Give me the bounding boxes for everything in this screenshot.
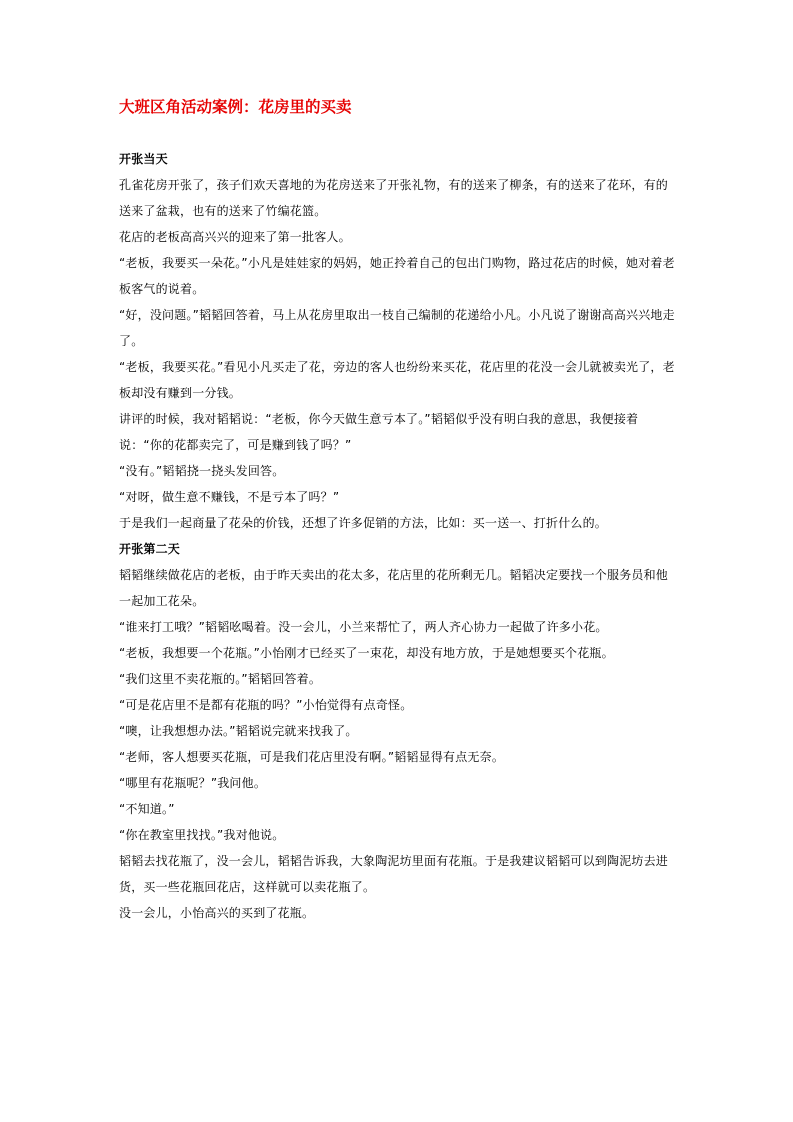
- paragraph: “谁来打工哦？”韬韬吆喝着。没一会儿，小兰来帮忙了，两人齐心协力一起做了许多小花。: [119, 620, 608, 634]
- paragraph: “可是花店里不是都有花瓶的吗？”小怡觉得有点奇怪。: [119, 698, 413, 712]
- paragraph: 讲评的时候，我对韬韬说：“老板，你今天做生意亏本了。”韬韬似乎没有明白我的意思，我便接着说：“你的花都卖完了，可是赚到钱了吗？”: [119, 412, 639, 452]
- paragraph: “噢，让我想想办法。”韬韬说完就来找我了。: [119, 724, 358, 738]
- paragraph: “你在教室里找找。”我对他说。: [119, 828, 285, 842]
- document-body: [119, 146, 679, 926]
- paragraph: “对呀，做生意不赚钱，不是亏本了吗？”: [119, 490, 340, 504]
- document-page: [119, 96, 679, 926]
- paragraph: 孔雀花房开张了，孩子们欢天喜地的为花房送来了开张礼物，有的送来了柳条，有的送来了花环，有的送来了盆栽，也有的送来了竹编花篮。: [119, 178, 669, 218]
- paragraph: 于是我们一起商量了花朵的价钱，还想了许多促销的方法，比如：买一送一、打折什么的。: [119, 516, 608, 530]
- paragraph: “老师，客人想要买花瓶，可是我们花店里没有啊。”韬韬显得有点无奈。: [119, 750, 505, 764]
- document-title: 大班区角活动案例：花房里的买卖: [119, 97, 352, 116]
- paragraph: 韬韬继续做花店的老板，由于昨天卖出的花太多，花店里的花所剩无几。韬韬决定要找一个服务员和他一起加工花朵。: [119, 568, 669, 608]
- paragraph: 花店的老板高高兴兴的迎来了第一批客人。: [119, 230, 351, 244]
- paragraph: 没一会儿，小怡高兴的买到了花瓶。: [119, 906, 315, 920]
- paragraph: 韬韬去找花瓶了，没一会儿，韬韬告诉我，大象陶泥坊里面有花瓶。于是我建议韬韬可以到陶泥坊去进货，买一些花瓶回花店，这样就可以卖花瓶了。: [119, 854, 669, 894]
- paragraph: “老板，我要买一朵花。”小凡是娃娃家的妈妈，她正拎着自己的包出门购物，路过花店的时候，她对着老板客气的说着。: [119, 256, 675, 296]
- paragraph: “不知道。”: [119, 802, 175, 816]
- paragraph: “我们这里不卖花瓶的。”韬韬回答着。: [119, 672, 322, 686]
- paragraph: “老板，我要买花。”看见小凡买走了花，旁边的客人也纷纷来买花，花店里的花没一会儿就被卖光了，老板却没有赚到一分钱。: [119, 360, 675, 400]
- paragraph: “没有。”韬韬挠一挠头发回答。: [119, 464, 285, 478]
- paragraph: “好，没问题。”韬韬回答着，马上从花房里取出一枝自己编制的花递给小凡。小凡说了谢谢高高兴兴地走了。: [119, 308, 675, 348]
- paragraph: “老板，我想要一个花瓶。”小怡刚才已经买了一束花，却没有地方放，于是她想要买个花瓶。: [119, 646, 614, 660]
- section-heading: 开张当天: [119, 152, 168, 166]
- section-heading: 开张第二天: [119, 542, 181, 556]
- paragraph: “哪里有花瓶呢？”我问他。: [119, 776, 267, 790]
